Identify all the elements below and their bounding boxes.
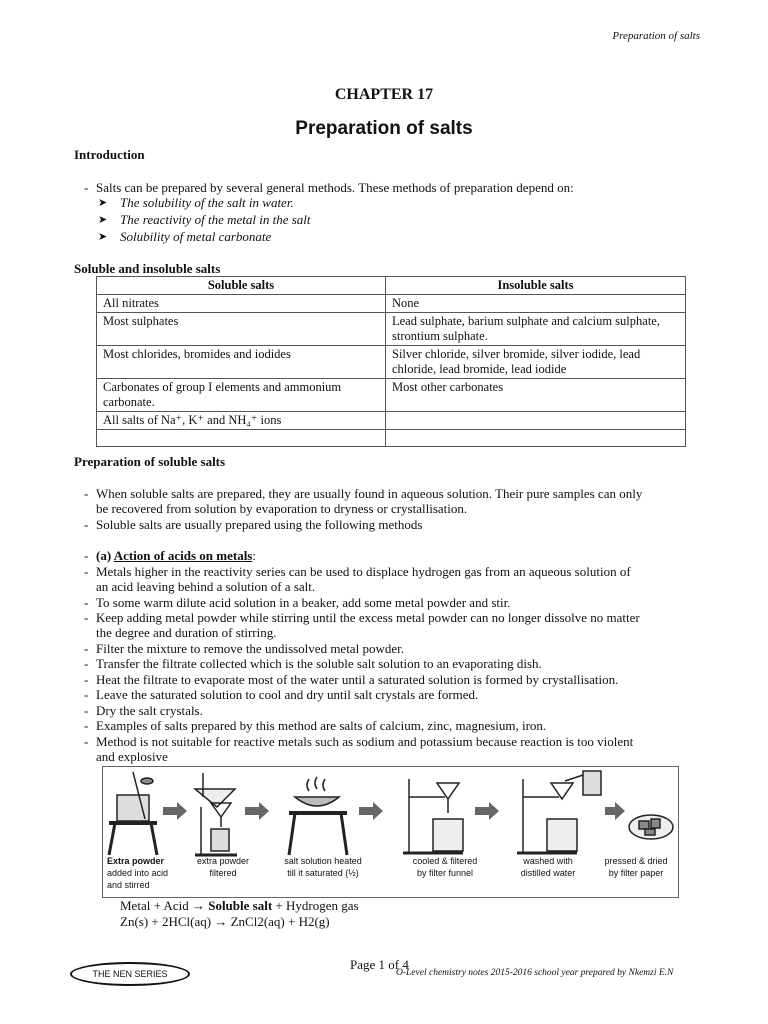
method-title: Action of acids on metals <box>113 548 253 563</box>
word-equation-lhs: Metal + Acid → <box>120 898 209 913</box>
method-step: Transfer the filtrate collected which is the soluble salt solution to an evaporating dish. <box>96 656 542 671</box>
method-step: Method is not suitable for reactive metals such as sodium and potassium because reaction is too violent <box>96 734 634 749</box>
method-step: an acid leaving behind a solution of a salt. <box>96 579 316 594</box>
caption-line: by filter paper <box>608 868 664 878</box>
arrow-right-icon <box>245 802 269 820</box>
table-cell: All salts of Na⁺, K⁺ and NH₄⁺ ions <box>97 412 386 430</box>
table-row <box>97 412 686 430</box>
method-step: Leave the saturated solution to cool and dry until salt crystals are formed. <box>96 687 479 702</box>
caption-line: cooled & filtered <box>412 856 478 866</box>
method-step: Dry the salt crystals. <box>96 703 203 718</box>
beaker-stirring-icon <box>109 772 157 855</box>
table-row <box>97 346 686 379</box>
method-step: Filter the mixture to remove the undissolved metal powder. <box>96 641 404 656</box>
dash-marker: - <box>84 687 89 702</box>
table-cell: Most sulphates <box>97 313 386 346</box>
intro-bullet: The solubility of the salt in water. <box>120 195 294 210</box>
caption-line: pressed & dried <box>604 856 668 866</box>
method-step: and explosive <box>96 749 168 764</box>
chapter-heading: CHAPTER 17 <box>334 86 434 103</box>
wash-bottle-icon <box>517 771 601 853</box>
prep-point: When soluble salts are prepared, they are usually found in aqueous solution. Their pure samples can only <box>96 486 643 501</box>
caption-line: added into acid <box>107 868 169 878</box>
solubility-table <box>96 276 686 447</box>
caption-line: till it saturated (½) <box>287 868 359 878</box>
dash-marker: - <box>84 486 89 501</box>
arrow-right-icon <box>475 802 499 820</box>
table-row <box>97 295 686 313</box>
dash-marker: - <box>84 734 89 749</box>
figure-caption <box>183 855 263 879</box>
caption-line: washed with <box>523 856 573 866</box>
table-row <box>97 313 686 346</box>
figure-caption <box>273 855 373 879</box>
procedure-figure <box>102 766 679 898</box>
table-cell: Lead sulphate, barium sulphate and calcium sulphate, strontium sulphate. <box>386 313 686 346</box>
running-header: Preparation of salts <box>612 30 700 42</box>
prep-point: Soluble salts are usually prepared using the following methods <box>96 517 423 532</box>
evaporating-dish-icon <box>289 777 347 855</box>
procedure-illustration <box>103 767 678 857</box>
caption-line: salt solution heated <box>284 856 362 866</box>
figure-caption <box>503 855 593 879</box>
intro-bullet: The reactivity of the metal in the salt <box>120 212 311 227</box>
table-row <box>97 379 686 412</box>
caption-line: and stirred <box>107 880 150 890</box>
method-prefix: (a) <box>96 548 114 563</box>
method-step: Heat the filtrate to evaporate most of the water until a saturated solution is formed by crystallisation. <box>96 672 619 687</box>
method-suffix: : <box>252 548 256 563</box>
table-cell <box>386 412 686 430</box>
table-cell: Most other carbonates <box>386 379 686 412</box>
table-cell <box>97 430 386 447</box>
word-equation <box>120 898 359 914</box>
caption-line: by filter funnel <box>416 868 474 878</box>
arrow-bullet-icon: ➤ <box>98 231 108 243</box>
dash-marker: - <box>84 564 89 579</box>
caption-line: extra powder <box>196 856 250 866</box>
table-cell: Silver chloride, silver bromide, silver iodide, lead chloride, lead bromide, lead iodide <box>386 346 686 379</box>
solubility-heading: Soluble and insoluble salts <box>74 261 221 276</box>
dash-marker: - <box>84 656 89 671</box>
prep-point: be recovered from solution by evaporation to dryness or crystallisation. <box>96 501 468 516</box>
intro-bullet: Solubility of metal carbonate <box>120 229 272 244</box>
table-row <box>97 430 686 447</box>
caption-line: filtered <box>209 868 237 878</box>
dash-marker: - <box>84 180 89 195</box>
column-header: Soluble salts <box>97 277 386 295</box>
table-cell: Most chlorides, bromides and iodides <box>97 346 386 379</box>
chemical-equation: Zn(s) + 2HCl(aq) → ZnCl2(aq) + H2(g) <box>120 914 330 929</box>
table-cell: All nitrates <box>97 295 386 313</box>
method-step: Metals higher in the reactivity series can be used to displace hydrogen gas from an aqueous solution of <box>96 564 631 579</box>
figure-caption <box>595 855 677 879</box>
figure-caption <box>107 855 179 891</box>
arrow-bullet-icon: ➤ <box>98 197 108 209</box>
filter-funnel-icon <box>195 773 237 855</box>
arrow-right-icon <box>359 802 383 820</box>
figure-caption <box>395 855 495 879</box>
dash-marker: - <box>84 517 89 532</box>
footer-note: O-Level chemistry notes 2015-2016 school year prepared by Nkemzi E.N <box>396 968 674 978</box>
dash-marker: - <box>84 595 89 610</box>
page-title: Preparation of salts <box>295 118 473 139</box>
caption-line: distilled water <box>520 868 576 878</box>
page-number: Page 1 of 4 <box>350 957 409 972</box>
intro-lead: Salts can be prepared by several general methods. These methods of preparation depend on: <box>96 180 574 195</box>
dash-marker: - <box>84 548 89 563</box>
column-header: Insoluble salts <box>386 277 686 295</box>
caption-line: Extra powder <box>107 856 165 866</box>
arrow-bullet-icon: ➤ <box>98 214 108 226</box>
word-equation-product: Soluble salt <box>208 898 273 913</box>
dash-marker: - <box>84 641 89 656</box>
table-header-row <box>97 277 686 295</box>
method-step: the degree and duration of stirring. <box>96 625 277 640</box>
crystals-icon <box>629 815 673 839</box>
method-step: Examples of salts prepared by this method are salts of calcium, zinc, magnesium, iron. <box>96 718 547 733</box>
method-step: Keep adding metal powder while stirring until the excess metal powder can no longer dissolve no matter <box>96 610 640 625</box>
intro-heading: Introduction <box>74 147 145 162</box>
table-cell: Carbonates of group I elements and ammonium carbonate. <box>97 379 386 412</box>
dash-marker: - <box>84 718 89 733</box>
retort-stand-icon <box>403 779 463 853</box>
word-equation-rhs: + Hydrogen gas <box>272 898 359 913</box>
dash-marker: - <box>84 703 89 718</box>
dash-marker: - <box>84 672 89 687</box>
arrow-right-icon <box>605 802 625 820</box>
table-cell <box>386 430 686 447</box>
arrow-right-icon <box>163 802 187 820</box>
method-heading <box>96 548 256 563</box>
table-cell: None <box>386 295 686 313</box>
method-step: To some warm dilute acid solution in a beaker, add some metal powder and stir. <box>96 595 511 610</box>
soluble-prep-heading: Preparation of soluble salts <box>74 454 226 469</box>
dash-marker: - <box>84 610 89 625</box>
series-badge: THE NEN SERIES <box>70 962 190 986</box>
